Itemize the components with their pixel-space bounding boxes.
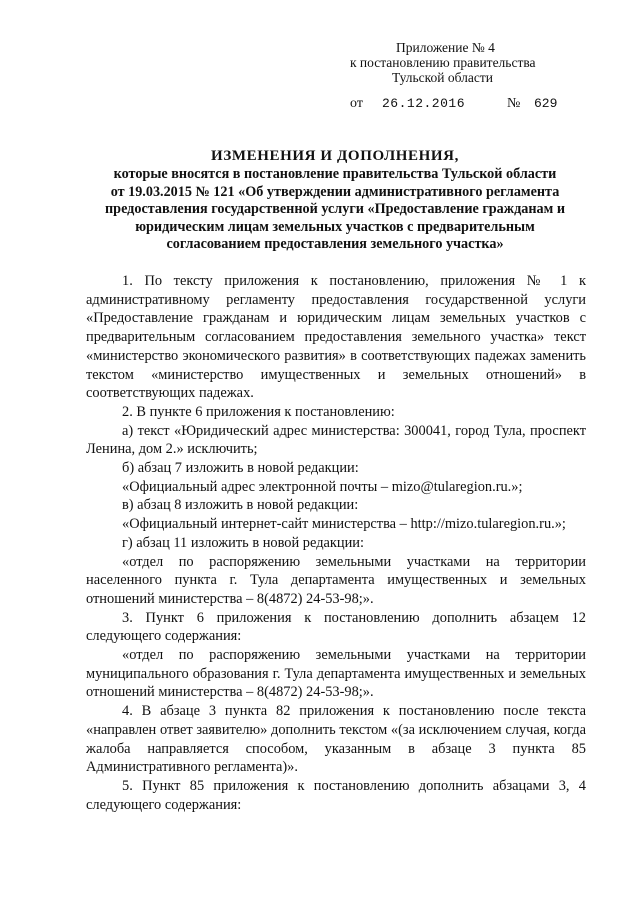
paragraph-2c: в) абзац 8 изложить в новой редакции: xyxy=(122,497,359,514)
decree-date: 26.12.2016 xyxy=(382,96,466,111)
number-label: № xyxy=(507,96,521,111)
document-body xyxy=(86,272,586,814)
appendix-decree: к постановлению правительства xyxy=(350,55,536,70)
paragraph-2c-text: «Официальный интернет-сайт министерства – http://mizo.tularegion.ru.»; xyxy=(122,516,566,533)
paragraph-1: 1. По тексту приложения к постановлению, приложения № 1 к административному регламенту предоставления государственной услуги «Предоставление гражданам и юридическим лицам земельных участков с предварительным согласованием предоставления земельного участка» текст «министерство экономического развития» в соответствующих падежах заменить текстом «министерство имущественных и земельных отношений» в соответствующих падежах. xyxy=(86,273,586,402)
heading-line: юридическим лицам земельных участков с предварительным xyxy=(135,218,535,235)
paragraph-2b: б) абзац 7 изложить в новой редакции: xyxy=(122,460,359,477)
decree-number: 629 xyxy=(534,96,558,111)
heading-title: ИЗМЕНЕНИЯ И ДОПОЛНЕНИЯ, xyxy=(211,148,459,164)
paragraph-3-text: «отдел по распоряжению земельными участками на территории муниципального образования г. Тула департамента имущественных и земельных отношений министерства – 8(4872) 24-53-98;». xyxy=(86,647,586,701)
paragraph-2b-text: «Официальный адрес электронной почты – mizo@tularegion.ru.»; xyxy=(122,478,523,495)
date-line xyxy=(350,96,610,114)
appendix-region: Тульской области xyxy=(392,70,493,85)
appendix-number: Приложение № 4 xyxy=(396,40,495,55)
heading-line: согласованием предоставления земельного участка» xyxy=(166,236,504,253)
paragraph-2d: г) абзац 11 изложить в новой редакции: xyxy=(122,534,364,551)
appendix-header xyxy=(350,40,590,85)
paragraph-4: 4. В абзаце 3 пункта 82 приложения к постановлению после текста «направлен ответ заявителю» дополнить текстом «(за исключением случая, когда жалоба направляется способом, указанным в абзаце 3 пункта 85 Административного регламента)». xyxy=(86,703,586,776)
paragraph-2: 2. В пункте 6 приложения к постановлению: xyxy=(122,403,395,420)
paragraph-5: 5. Пункт 85 приложения к постановлению дополнить абзацами 3, 4 следующего содержания: xyxy=(86,777,586,813)
paragraph-3: 3. Пункт 6 приложения к постановлению дополнить абзацем 12 следующего содержания: xyxy=(86,609,586,645)
paragraph-2d-text: «отдел по распоряжению земельными участками на территории населенного пункта г. Тула департамента имущественных и земельных отношений министерства – 8(4872) 24-53-98;». xyxy=(86,553,586,607)
paragraph-2a: а) текст «Юридический адрес министерства: 300041, город Тула, проспект Ленина, дом 2.» исключить; xyxy=(86,422,586,458)
heading-line: предоставления государственной услуги «Предоставление гражданам и xyxy=(105,201,565,218)
heading-line: от 19.03.2015 № 121 «Об утверждении административного регламента xyxy=(110,183,560,200)
from-label: от xyxy=(350,96,363,111)
heading-line: которые вносятся в постановление правительства Тульской области xyxy=(113,166,557,183)
document-heading xyxy=(85,148,585,253)
